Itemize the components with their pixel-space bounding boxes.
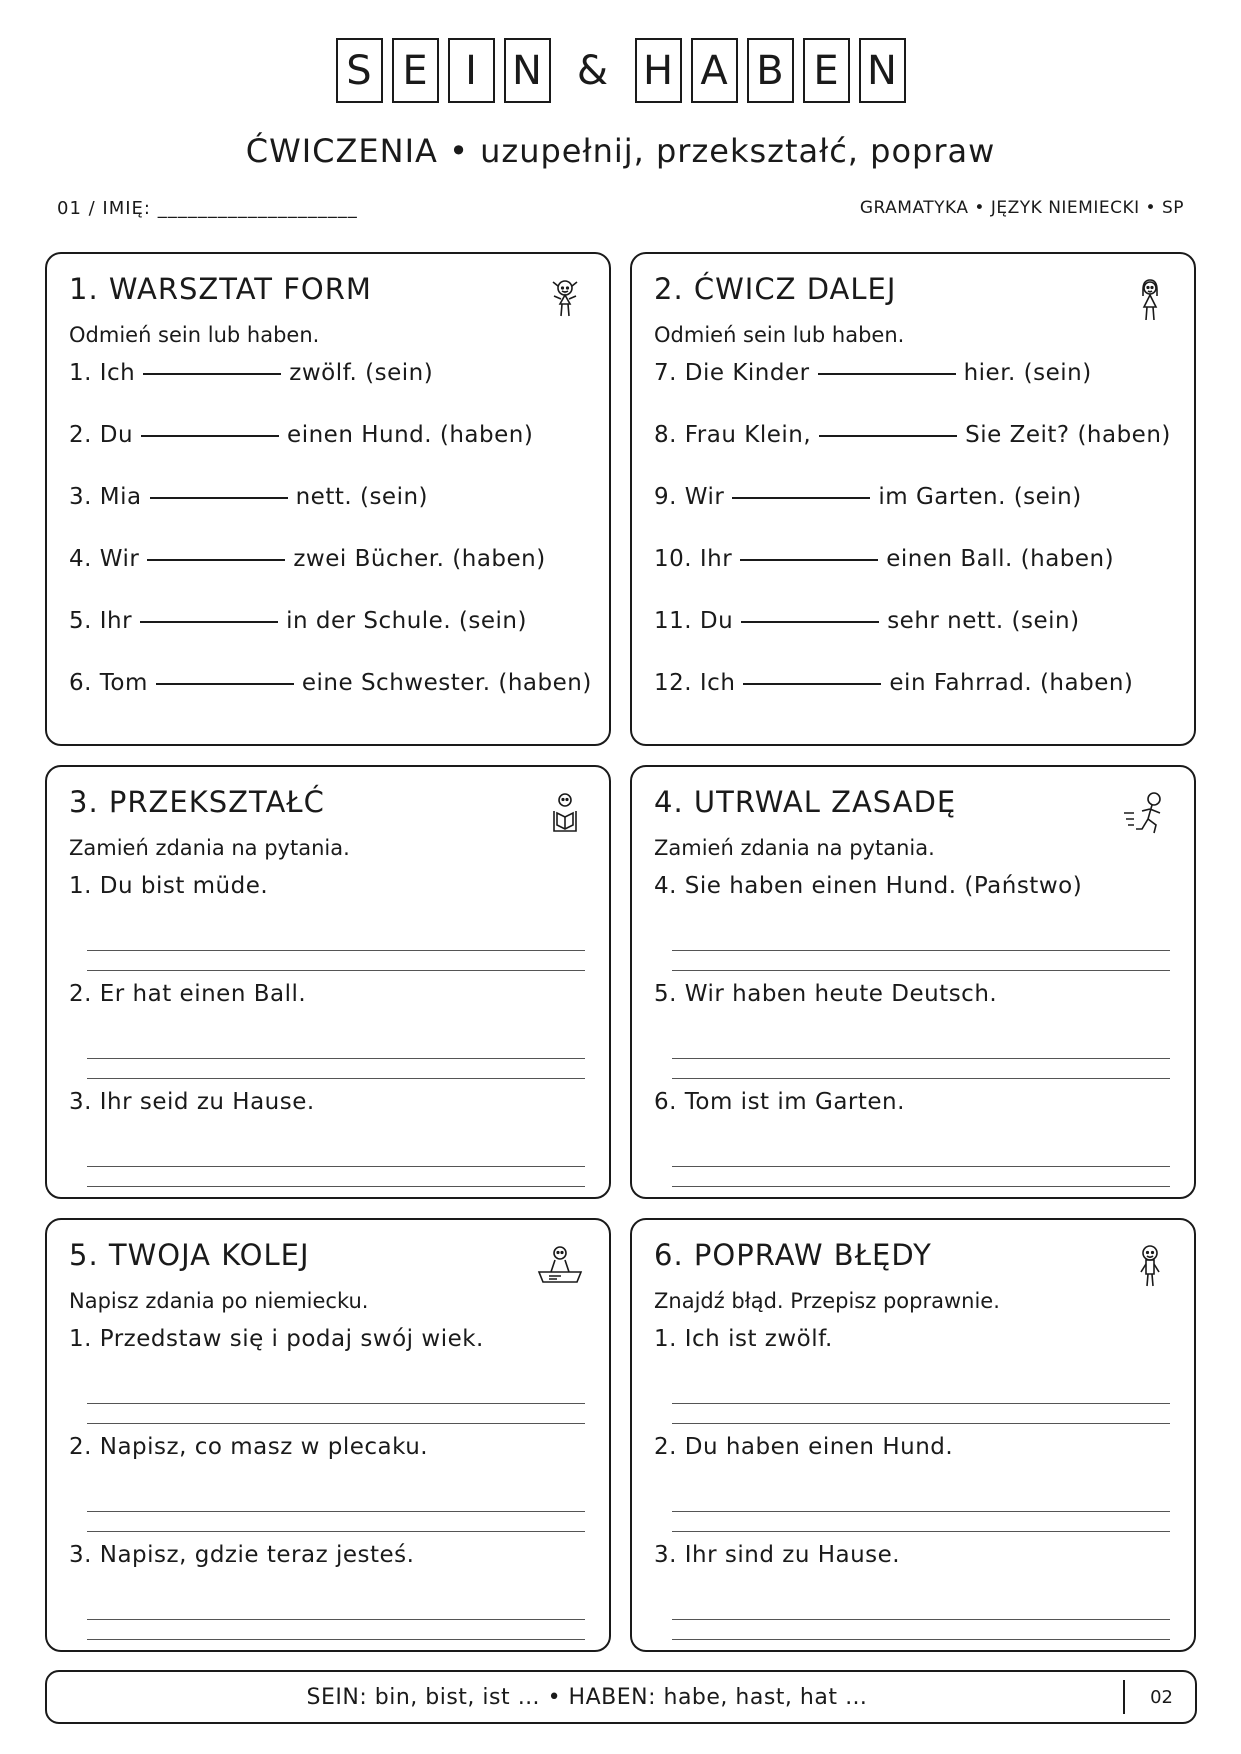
card-instruction: Odmień sein lub haben.: [69, 323, 320, 347]
title-letter: H: [635, 38, 682, 103]
answer-blank[interactable]: [740, 559, 878, 561]
woman-icon: [1130, 276, 1170, 326]
answer-line[interactable]: [87, 1186, 585, 1187]
subtitle: ĆWICZENIA • uzupełnij, przekształć, popraw: [245, 132, 996, 170]
title-letter: N: [504, 38, 551, 103]
answer-line[interactable]: [87, 1058, 585, 1059]
answer-line[interactable]: [672, 1058, 1170, 1059]
prompt-sentence: 3. Ihr seid zu Hause.: [69, 1089, 315, 1115]
card-title: 2. ĆWICZ DALEJ: [654, 272, 897, 306]
answer-line[interactable]: [672, 1531, 1170, 1532]
girl-icon: [545, 276, 585, 326]
prompt-sentence: 1. Przedstaw się i podaj swój wiek.: [69, 1326, 484, 1352]
answer-blank[interactable]: [156, 683, 294, 685]
prompt-sentence: 1. Du bist müde.: [69, 873, 269, 899]
card-instruction: Zamień zdania na pytania.: [69, 836, 350, 860]
answer-blank[interactable]: [818, 373, 956, 375]
answer-blank[interactable]: [141, 435, 279, 437]
card-title: 3. PRZEKSZTAŁĆ: [69, 785, 325, 819]
exercise-card-5: [45, 1218, 611, 1652]
footer-divider: [1123, 1680, 1125, 1714]
prompt-sentence: 4. Sie haben einen Hund. (Państwo): [654, 873, 1083, 899]
fill-in-item: 8. Frau Klein, Sie Zeit? (haben): [654, 422, 1171, 448]
answer-line[interactable]: [87, 1166, 585, 1167]
exercise-card-4: [630, 765, 1196, 1199]
answer-line[interactable]: [672, 970, 1170, 971]
answer-blank[interactable]: [743, 683, 881, 685]
answer-line[interactable]: [672, 1423, 1170, 1424]
exercise-card-2: [630, 252, 1196, 746]
prompt-sentence: 3. Ihr sind zu Hause.: [654, 1542, 901, 1568]
title-letter: I: [448, 38, 495, 103]
exercise-card-6: [630, 1218, 1196, 1652]
card-title: 5. TWOJA KOLEJ: [69, 1238, 310, 1272]
title-letter: N: [859, 38, 906, 103]
answer-line[interactable]: [87, 1403, 585, 1404]
answer-line[interactable]: [87, 1531, 585, 1532]
card-instruction: Odmień sein lub haben.: [654, 323, 905, 347]
card-instruction: Znajdź błąd. Przepisz poprawnie.: [654, 1289, 1000, 1313]
answer-line[interactable]: [87, 1423, 585, 1424]
fill-in-item: 5. Ihr in der Schule. (sein): [69, 608, 527, 634]
title-letter: E: [803, 38, 850, 103]
answer-line[interactable]: [672, 1619, 1170, 1620]
card-title: 1. WARSZTAT FORM: [69, 272, 372, 306]
fill-in-item: 7. Die Kinder hier. (sein): [654, 360, 1092, 386]
subject-label: GRAMATYKA • JĘZYK NIEMIECKI • SP: [859, 198, 1184, 218]
fill-in-item: 12. Ich ein Fahrrad. (haben): [654, 670, 1134, 696]
answer-blank[interactable]: [143, 373, 281, 375]
title-letter: B: [747, 38, 794, 103]
prompt-sentence: 1. Ich ist zwölf.: [654, 1326, 833, 1352]
fill-in-item: 9. Wir im Garten. (sein): [654, 484, 1082, 510]
exercise-card-1: [45, 252, 611, 746]
prompt-sentence: 2. Du haben einen Hund.: [654, 1434, 954, 1460]
answer-blank[interactable]: [741, 621, 879, 623]
answer-line[interactable]: [87, 970, 585, 971]
fill-in-item: 1. Ich zwölf. (sein): [69, 360, 434, 386]
exercise-card-3: [45, 765, 611, 1199]
card-instruction: Napisz zdania po niemiecku.: [69, 1289, 369, 1313]
fill-in-item: 6. Tom eine Schwester. (haben): [69, 670, 592, 696]
writing-child-icon: [535, 1242, 585, 1292]
answer-blank[interactable]: [819, 435, 957, 437]
card-title: 6. POPRAW BŁĘDY: [654, 1238, 932, 1272]
worksheet-title: [0, 38, 1241, 103]
prompt-sentence: 3. Napisz, gdzie teraz jesteś.: [69, 1542, 415, 1568]
footer-bar: [45, 1670, 1197, 1724]
prompt-sentence: 5. Wir haben heute Deutsch.: [654, 981, 998, 1007]
footer-summary: SEIN: bin, bist, ist … • HABEN: habe, hast, hat …: [306, 1684, 868, 1710]
fill-in-item: 4. Wir zwei Bücher. (haben): [69, 546, 546, 572]
answer-line[interactable]: [672, 1511, 1170, 1512]
answer-blank[interactable]: [150, 497, 288, 499]
title-ampersand: &: [576, 47, 609, 94]
title-letter: S: [336, 38, 383, 103]
prompt-sentence: 6. Tom ist im Garten.: [654, 1089, 905, 1115]
answer-line[interactable]: [672, 1186, 1170, 1187]
answer-line[interactable]: [672, 1166, 1170, 1167]
answer-line[interactable]: [87, 1639, 585, 1640]
answer-line[interactable]: [87, 1511, 585, 1512]
answer-blank[interactable]: [732, 497, 870, 499]
card-title: 4. UTRWAL ZASADĘ: [654, 785, 957, 819]
answer-blank[interactable]: [147, 559, 285, 561]
answer-line[interactable]: [87, 1078, 585, 1079]
prompt-sentence: 2. Napisz, co masz w plecaku.: [69, 1434, 429, 1460]
answer-line[interactable]: [87, 950, 585, 951]
running-child-icon: [1120, 789, 1170, 839]
answer-line[interactable]: [672, 1639, 1170, 1640]
answer-line[interactable]: [672, 1403, 1170, 1404]
page-number: 02: [1150, 1686, 1173, 1708]
answer-line[interactable]: [87, 1619, 585, 1620]
fill-in-item: 10. Ihr einen Ball. (haben): [654, 546, 1115, 572]
title-letter: E: [392, 38, 439, 103]
prompt-sentence: 2. Er hat einen Ball.: [69, 981, 307, 1007]
fill-in-item: 2. Du einen Hund. (haben): [69, 422, 534, 448]
fill-in-item: 11. Du sehr nett. (sein): [654, 608, 1080, 634]
card-instruction: Zamień zdania na pytania.: [654, 836, 935, 860]
answer-line[interactable]: [672, 950, 1170, 951]
answer-line[interactable]: [672, 1078, 1170, 1079]
answer-blank[interactable]: [140, 621, 278, 623]
fill-in-item: 3. Mia nett. (sein): [69, 484, 429, 510]
title-letter: A: [691, 38, 738, 103]
reading-child-icon: [545, 789, 585, 839]
name-field-label[interactable]: 01 / IMIĘ: ____________________: [57, 198, 358, 219]
boy-icon: [1130, 1242, 1170, 1292]
